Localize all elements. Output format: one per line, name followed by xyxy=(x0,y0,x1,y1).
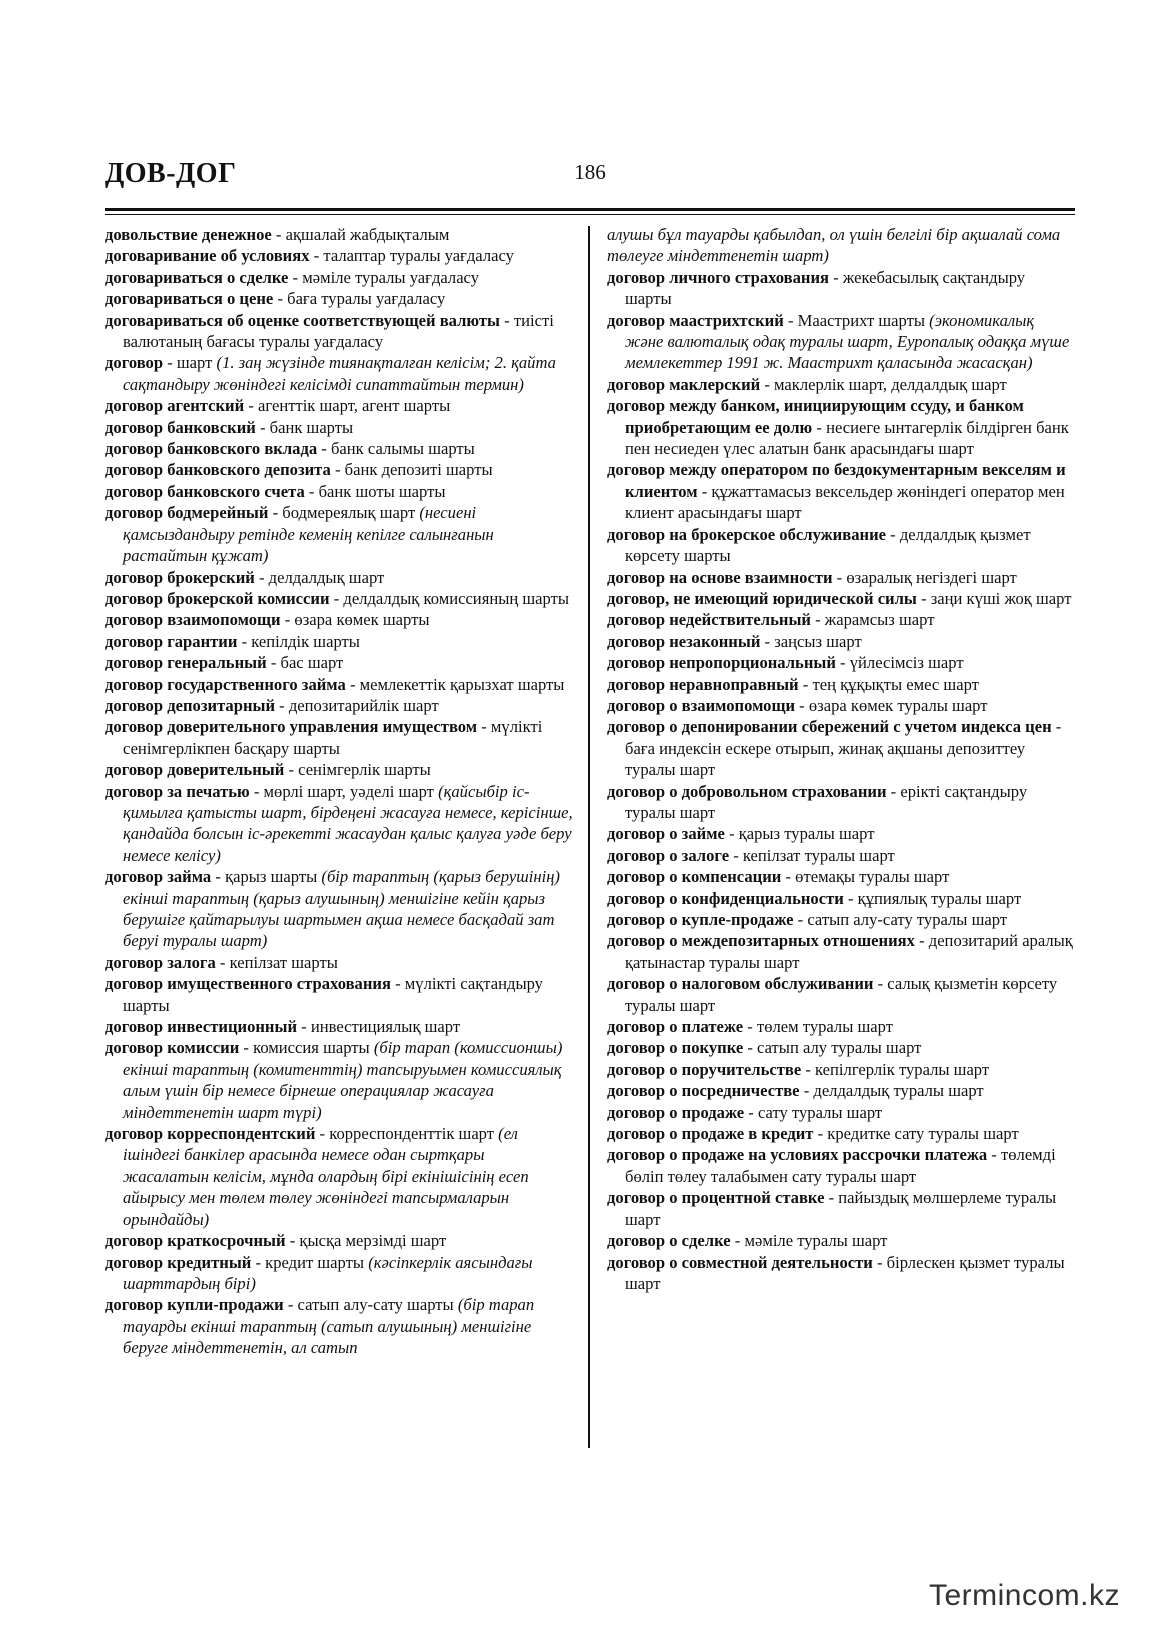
dictionary-entry: договор о поручительстве - кепілгерлік туралы шарт xyxy=(607,1059,990,1079)
dictionary-entry: договор между банком, инициирующим ссуду, и банком приобретающим ее долю - несиеге ынтагерлік білдірген банк пен несиеден үлес алатын банк арасындағы шарт xyxy=(607,396,1069,459)
entry-translation: тең құқықты емес шарт xyxy=(812,674,979,694)
entry-term: договор о займе xyxy=(607,824,725,844)
dictionary-entry: договор займа - қарыз шарты (бір тараптың (қарыз берушінің) екінші тараптың (қарыз алушының) меншігіне кейін қарыз берушіге қайтарылуы шартымен ақша немесе басқадай зат беруі туралы шарт) xyxy=(105,867,560,951)
entry-term: договор непропорциональный xyxy=(607,653,836,673)
dictionary-entry: довольствие денежное - ақшалай жабдықталым xyxy=(105,225,450,244)
entry-term: договор маастрихтский xyxy=(607,310,784,330)
termincom-logo[interactable]: Termincom.kz xyxy=(928,1579,1120,1612)
entry-note: (экономикалық және валюталық одақ туралы шарт, Еуропалық одаққа мүше мемлекеттер 1991 ж. Маастрихт қаласында жасасқан) xyxy=(625,310,1070,373)
entry-note: (несиені қамсыздандыру ретінде кеменің кепілге салынғанын растайтын құжат) xyxy=(123,503,494,566)
entry-translation: Маастрихт шарты xyxy=(797,310,926,330)
entry-term: договор кредитный xyxy=(105,1252,252,1272)
entry-translation: төлем туралы шарт xyxy=(756,1017,893,1037)
entry-term: договор о налоговом обслуживании xyxy=(607,974,874,994)
entry-translation: заңи күші жоқ шарт xyxy=(930,588,1072,608)
entry-translation: баға туралы уағдаласу xyxy=(287,289,446,309)
dictionary-entry: договор о процентной ставке - пайыздық мөлшерлеме туралы шарт xyxy=(607,1188,1057,1229)
entry-translation: қарыз туралы шарт xyxy=(738,824,875,844)
dictionary-entry: договор банковского депозита - банк депозиті шарты xyxy=(105,460,493,480)
dictionary-entry: договор о совместной деятельности - бірлескен қызмет туралы шарт xyxy=(607,1252,1065,1293)
entry-note: (қайсыбір іс-қимылға қатысты шарт, бірдеңені жасауға немесе, керісінше, қандайда болсын іс-әрекетті жасаудан қалыс қалуға уәде беру немесе келісу) xyxy=(123,781,573,865)
entry-translation: кепілзат шарты xyxy=(229,952,338,972)
dictionary-entry: договор о компенсации - өтемақы туралы шарт xyxy=(607,867,950,887)
entry-translation: бас шарт xyxy=(280,653,344,673)
entry-translation: өтемақы туралы шарт xyxy=(795,867,950,887)
entry-translation: сенімгерлік шарты xyxy=(298,760,431,780)
entry-term: договор залога xyxy=(105,952,216,972)
dictionary-entry: договор банковского счета - банк шоты шарты xyxy=(105,481,446,501)
entry-term: договор о конфиденциальности xyxy=(607,888,844,908)
entry-note: (ел ішіндегі банкілер арасында немесе одан сыртқары жасалатын келісім, мұнда олардың бірі екінішісінің есеп айырысу мен төлем төлеу жөніндегі тапсырмаларын орындайды) xyxy=(123,1124,529,1229)
entry-term: договор недействительный xyxy=(607,610,811,630)
entry-translation: мөрлі шарт, уәделі шарт xyxy=(263,781,434,801)
entry-translation: депозитарий аралық қатынастар туралы шарт xyxy=(625,931,1073,972)
entry-term: договор неравноправный xyxy=(607,674,799,694)
entry-term: договор банковский xyxy=(105,417,256,437)
page-title: ДОВ-ДОГ xyxy=(105,158,237,189)
entry-translation: өзара көмек туралы шарт xyxy=(808,695,988,715)
entry-term: договор банковского депозита xyxy=(105,460,331,480)
entry-translation: заңсыз шарт xyxy=(774,631,862,651)
entry-translation: бірлескен қызмет туралы шарт xyxy=(625,1252,1065,1293)
dictionary-entry: договор непропорциональный - үйлесімсіз шарт xyxy=(607,653,964,673)
dictionary-entry: договор личного страхования - жекебасылық сақтандыру шарты xyxy=(607,267,1026,309)
dictionary-entry: договор о займе - қарыз туралы шарт xyxy=(607,824,875,844)
dictionary-entry: договор о сделке - мәміле туралы шарт xyxy=(607,1231,888,1251)
entry-translation: делдалдық қызмет көрсету шарты xyxy=(625,524,1031,566)
entry-note: (бір тарап тауарды екінші тараптың (сатып алушының) меншігіне беруге міндеттенетін, ал сатып xyxy=(123,1295,535,1358)
dictionary-entry: договор незаконный - заңсыз шарт xyxy=(607,631,862,651)
entry-term: договор краткосрочный xyxy=(105,1231,286,1251)
dictionary-entry: договор о залоге - кепілзат туралы шарт xyxy=(607,845,895,865)
page-header xyxy=(105,158,1075,208)
dictionary-entry: договор между оператором по бездокументарным векселям и клиентом - құжаттамасыз вексельдер жөніндегі оператор мен клиент арасындағы шарт xyxy=(607,460,1066,523)
dictionary-entry: договор имущественного страхования - мүлікті сақтандыру шарты xyxy=(105,974,543,1015)
entry-translation: депозитарийлік шарт xyxy=(288,695,439,715)
entry-term: договор между оператором по бездокументарным векселям и клиентом xyxy=(607,460,1066,501)
entry-translation: талаптар туралы уағдаласу xyxy=(323,246,514,266)
entry-term: договор о продаже в кредит xyxy=(607,1124,814,1144)
entry-translation: мүлікті сенімгерлікпен басқару шарты xyxy=(123,717,543,758)
entry-term: договор маклерский xyxy=(607,374,761,394)
entry-term: договор незаконный xyxy=(607,631,761,651)
dictionary-entry: договор на основе взаимности - өзаралық негіздегі шарт xyxy=(607,567,1017,587)
entry-translation: жарамсыз шарт xyxy=(824,610,935,630)
dictionary-entry: договор кредитный - кредит шарты (кәсіпкерлік аясындағы шарттардың бірі) xyxy=(105,1252,533,1293)
entry-translation: банк шарты xyxy=(269,417,354,437)
entry-term: договор между банком, инициирующим ссуду, и банком приобретающим ее долю xyxy=(607,396,1024,437)
entry-translation: өзаралық негіздегі шарт xyxy=(846,567,1017,587)
dictionary-entry: договор о добровольном страховании - ерікті сақтандыру туралы шарт xyxy=(607,781,1028,822)
entry-term: договор о добровольном страховании xyxy=(607,781,887,801)
entry-translation: салық қызметін көрсету туралы шарт xyxy=(625,974,1058,1015)
entry-translation: жекебасылық сақтандыру шарты xyxy=(625,267,1026,309)
entry-term: договор доверительный xyxy=(105,760,285,780)
entry-note: (1. заң жүзінде тиянақталған келісім; 2. қайта сақтандыру жөніндегі келісімді сипаттайтын термин) xyxy=(123,353,556,394)
dictionary-entry: договор недействительный - жарамсыз шарт xyxy=(607,610,935,630)
entry-translation: қысқа мерзімді шарт xyxy=(299,1231,447,1251)
dictionary-entry: договор залога - кепілзат шарты xyxy=(105,952,338,972)
dictionary-entry: договор о купле-продаже - сатып алу-сату туралы шарт xyxy=(607,910,1008,929)
dictionary-entry: договор государственного займа - мемлекеттік қарызхат шарты xyxy=(105,674,565,694)
entry-term: договор личного страхования xyxy=(607,267,830,287)
entry-term: договор о совместной деятельности xyxy=(607,1252,873,1272)
entry-term: договариваться о сделке xyxy=(105,267,289,287)
entry-term: договор имущественного страхования xyxy=(105,974,391,994)
dictionary-entry: договор - шарт (1. заң жүзінде тиянақталған келісім; 2. қайта сақтандыру жөніндегі келісімді сипаттайтын термин) xyxy=(105,353,556,394)
entry-term: договор банковского счета xyxy=(105,481,305,501)
dictionary-entry: договор корреспондентский - корреспонденттік шарт (ел ішіндегі банкілер арасында немесе одан сыртқары жасалатын келісім, мұнда олардың бірі екінішісінің есеп айырысу мен төлем төлеу жөніндегі тапсырмаларын орындайды) xyxy=(105,1124,529,1229)
entry-term: договор xyxy=(105,353,164,373)
entry-term: договор на основе взаимности xyxy=(607,567,833,587)
dictionary-entry: договор генеральный - бас шарт xyxy=(105,653,344,673)
dictionary-entry: договор бодмерейный - бодмереялық шарт (несиені қамсыздандыру ретінде кеменің кепілге салынғанын растайтын құжат) xyxy=(105,503,494,566)
entry-term: договор инвестиционный xyxy=(105,1017,298,1037)
column-divider xyxy=(588,226,590,1448)
entry-translation: құпиялық туралы шарт xyxy=(857,888,1022,908)
entry-translation: баға индексін ескере отырып, жинақ ақшаны депозиттеу туралы шарт xyxy=(625,738,1026,780)
entry-translation: комиссия шарты xyxy=(253,1038,370,1058)
header-rule-thin xyxy=(105,214,1075,215)
entry-translation: тиісті валютаның бағасы туралы уағдаласу xyxy=(123,310,554,352)
entry-note: (бір тарап (комиссионшы) екінші тараптың (комитенттің) тапсыруымен комиссиялық алым үшін бір немесе бірнеше операциялар жасауға міндеттенетін шарт түрі) xyxy=(123,1038,563,1122)
entry-term: договор о покупке xyxy=(607,1038,744,1058)
entry-translation: кредитке сату туралы шарт xyxy=(827,1124,1019,1144)
entry-translation: өзара көмек шарты xyxy=(294,610,430,630)
dictionary-entry: договор взаимопомощи - өзара көмек шарты xyxy=(105,610,430,630)
dictionary-entry: договор комиссии - комиссия шарты (бір тарап (комиссионшы) екінші тараптың (комитенттің) тапсыруымен комиссиялық алым үшін бір немесе бірнеше операциялар жасауға міндеттенетін шарт түрі) xyxy=(105,1038,563,1122)
entry-term: договор займа xyxy=(105,867,212,887)
entry-term: договор о платеже xyxy=(607,1017,744,1037)
dictionary-entry: договор, не имеющий юридической силы - заңи күші жоқ шарт xyxy=(607,588,1072,608)
page-number: 186 xyxy=(574,160,606,184)
entry-term: договор доверительного управления имуществом xyxy=(105,717,478,737)
entry-term: договор комиссии xyxy=(105,1038,240,1058)
entry-translation: құжаттамасыз вексельдер жөніндегі оператор мен клиент арасындағы шарт xyxy=(625,481,1065,523)
entry-term: договор о сделке xyxy=(607,1231,731,1251)
entry-translation: пайыздық мөлшерлеме туралы шарт xyxy=(625,1188,1057,1229)
dictionary-entry: договор доверительного управления имуществом - мүлікті сенімгерлікпен басқару шарты xyxy=(105,717,543,758)
entry-term: договор, не имеющий юридической силы xyxy=(607,588,917,608)
dictionary-entry: договор о продаже в кредит - кредитке сату туралы шарт xyxy=(607,1124,1019,1144)
dictionary-entry: договор о депонировании сбережений с учетом индекса цен - баға индексін ескере отырып, жинақ ақшаны депозиттеу туралы шарт xyxy=(607,717,1062,780)
entry-term: договор о посредничестве xyxy=(607,1081,800,1101)
entry-note: (бір тараптың (қарыз берушінің) екінші тараптың (қарыз алушының) меншігіне кейін қарыз берушіге қайтарылуы шартымен ақша немесе басқадай зат беруі туралы шарт) xyxy=(123,867,560,951)
entry-term: договор за печатью xyxy=(105,781,250,801)
entry-translation: кепілдік шарты xyxy=(251,631,360,651)
dictionary-entry xyxy=(607,224,1075,267)
entry-translation: төлемді бөліп төлеу талабымен сату туралы шарт xyxy=(625,1145,1056,1186)
entry-term: договор генеральный xyxy=(105,653,267,673)
entry-term: договор о взаимопомощи xyxy=(607,695,796,715)
entry-translation: сатып алу туралы шарт xyxy=(757,1038,922,1058)
left-column xyxy=(105,224,573,1359)
entry-translation: банк депозиті шарты xyxy=(344,460,493,480)
entry-translation: мүлікті сақтандыру шарты xyxy=(123,974,543,1015)
dictionary-entry: договор инвестиционный - инвестициялық шарт xyxy=(105,1017,461,1037)
entry-translation: делдалдық туралы шарт xyxy=(813,1081,984,1101)
entry-translation: мемлекеттік қарызхат шарты xyxy=(359,674,565,694)
header-rule-thick xyxy=(105,208,1075,211)
entry-term: договор брокерский xyxy=(105,567,255,587)
entry-term: довольствие денежное xyxy=(105,225,272,244)
entry-translation: несиеге ынтагерлік білдірген банк пен несиеден үлес алатын банк арасындағы шарт xyxy=(625,417,1069,459)
entry-translation: кепілгерлік туралы шарт xyxy=(815,1059,990,1079)
entry-term: договор на брокерское обслуживание xyxy=(607,524,886,544)
entry-translation: ерікті сақтандыру туралы шарт xyxy=(625,781,1028,822)
entry-term: договор о междепозитарных отношениях xyxy=(607,931,915,951)
entry-translation: қарыз шарты xyxy=(225,867,318,887)
entry-term: договор депозитарный xyxy=(105,695,276,715)
entry-translation: сату туралы шарт xyxy=(757,1102,883,1122)
dictionary-entry: договор на брокерское обслуживание - делдалдық қызмет көрсету шарты xyxy=(607,524,1031,566)
entry-term: договор о залоге xyxy=(607,845,730,865)
entry-term: договор о продаже на условиях рассрочки платежа xyxy=(607,1145,988,1165)
entry-translation: делдалдық комиссияның шарты xyxy=(343,588,570,608)
right-column xyxy=(607,224,1075,1294)
dictionary-entry: договор о взаимопомощи - өзара көмек туралы шарт xyxy=(607,695,988,715)
dictionary-entry: договариваться о цене - баға туралы уағдаласу xyxy=(105,289,446,309)
dictionary-entry: договор маклерский - маклерлік шарт, делдалдық шарт xyxy=(607,374,1007,394)
dictionary-entry: договор брокерский - делдалдық шарт xyxy=(105,567,385,587)
dictionary-entry: договор о междепозитарных отношениях - депозитарий аралық қатынастар туралы шарт xyxy=(607,931,1073,972)
entry-translation: ақшалай жабдықталым xyxy=(285,225,450,244)
dictionary-entry: договор маастрихтский - Маастрихт шарты (экономикалық және валюталық одақ туралы шарт, Еуропалық одаққа мүше мемлекеттер 1991 ж. Маастрихт қаласында жасасқан) xyxy=(607,310,1070,373)
dictionary-entry: договор брокерской комиссии - делдалдық комиссияның шарты xyxy=(105,588,570,608)
dictionary-entry: договор банковский - банк шарты xyxy=(105,417,354,437)
entry-term: договариваться о цене xyxy=(105,289,274,309)
dictionary-entry: договор о посредничестве - делдалдық туралы шарт xyxy=(607,1081,984,1101)
entry-translation: делдалдық шарт xyxy=(268,567,385,587)
dictionary-entry: договор доверительный - сенімгерлік шарты xyxy=(105,760,431,780)
entry-translation: үйлесімсіз шарт xyxy=(849,653,964,673)
entry-note: алушы бұл тауарды қабылдап, ол үшін белгілі бір ақшалай сома төлеуге міндеттенетін шарт) xyxy=(607,225,1061,266)
dictionary-entry: договор о продаже на условиях рассрочки платежа - төлемді бөліп төлеу талабымен сату туралы шарт xyxy=(607,1145,1056,1186)
entry-note: (кәсіпкерлік аясындағы шарттардың бірі) xyxy=(123,1252,533,1293)
dictionary-entry: договор о покупке - сатып алу туралы шарт xyxy=(607,1038,922,1058)
dictionary-entry: договор о продаже - сату туралы шарт xyxy=(607,1102,883,1122)
entry-term: договор брокерской комиссии xyxy=(105,588,330,608)
entry-translation: кредит шарты xyxy=(265,1252,365,1272)
entry-term: договор купли-продажи xyxy=(105,1295,284,1315)
entry-translation: мәміле туралы шарт xyxy=(744,1231,888,1251)
entry-term: договор бодмерейный xyxy=(105,503,269,523)
entry-translation: банк шоты шарты xyxy=(318,481,446,501)
entry-translation: сатып алу-сату шарты xyxy=(297,1295,454,1315)
entry-translation: агенттік шарт, агент шарты xyxy=(258,396,451,416)
dictionary-entry: договор краткосрочный - қысқа мерзімді шарт xyxy=(105,1231,447,1251)
entry-translation: сатып алу-сату туралы шарт xyxy=(807,910,1008,929)
dictionary-entry: договор о конфиденциальности - құпиялық туралы шарт xyxy=(607,888,1022,908)
dictionary-entry: договор о налоговом обслуживании - салық қызметін көрсету туралы шарт xyxy=(607,974,1058,1015)
entry-translation: шарт xyxy=(176,353,213,373)
entry-term: договор банковского вклада xyxy=(105,439,318,459)
dictionary-entry: договор банковского вклада - банк салымы шарты xyxy=(105,439,475,459)
entry-translation: кепілзат туралы шарт xyxy=(742,845,895,865)
entry-translation: бодмереялық шарт xyxy=(282,503,416,523)
dictionary-entry: договор о платеже - төлем туралы шарт xyxy=(607,1017,893,1037)
entry-term: договор корреспондентский xyxy=(105,1124,316,1144)
entry-translation: банк салымы шарты xyxy=(330,439,475,459)
dictionary-entry: договор депозитарный - депозитарийлік шарт xyxy=(105,695,439,715)
entry-translation: маклерлік шарт, делдалдық шарт xyxy=(774,374,1007,394)
entry-term: договариваться об оценке соответствующей валюты xyxy=(105,310,501,330)
dictionary-entry: договор купли-продажи - сатып алу-сату шарты (бір тарап тауарды екінші тараптың (сатып алушының) меншігіне беруге міндеттенетін, ал сатып xyxy=(105,1295,535,1358)
entry-term: договаривание об условиях xyxy=(105,246,310,266)
entry-term: договор взаимопомощи xyxy=(105,610,281,630)
entry-term: договор о купле-продаже xyxy=(607,910,794,929)
entry-term: договор агентский xyxy=(105,396,245,416)
entry-translation: инвестициялық шарт xyxy=(310,1017,461,1037)
dictionary-entry: договариваться об оценке соответствующей валюты - тиісті валютаның бағасы туралы уағдаласу xyxy=(105,310,554,352)
entry-term: договор о поручительстве xyxy=(607,1059,802,1079)
entry-term: договор о продаже xyxy=(607,1102,745,1122)
entry-translation: корреспонденттік шарт xyxy=(329,1124,495,1144)
entry-term: договор государственного займа xyxy=(105,674,346,694)
dictionary-entry: договор гарантии - кепілдік шарты xyxy=(105,631,360,651)
entry-term: договор о депонировании сбережений с учетом индекса цен xyxy=(607,717,1052,737)
entry-term: договор о процентной ставке xyxy=(607,1188,825,1208)
dictionary-entry: договаривание об условиях - талаптар туралы уағдаласу xyxy=(105,246,514,266)
entry-term: договор о компенсации xyxy=(607,867,782,887)
dictionary-entry: договариваться о сделке - мәміле туралы уағдаласу xyxy=(105,267,479,287)
entry-term: договор гарантии xyxy=(105,631,238,651)
dictionary-entry: договор за печатью - мөрлі шарт, уәделі шарт (қайсыбір іс-қимылға қатысты шарт, бірдеңені жасауға немесе, керісінше, қандайда болсын іс-әрекетті жасаудан қалыс қалуға уәде беру немесе келісу) xyxy=(105,781,573,865)
entry-translation: мәміле туралы уағдаласу xyxy=(302,267,479,287)
dictionary-entry: договор агентский - агенттік шарт, агент шарты xyxy=(105,396,451,416)
dictionary-entry: договор неравноправный - тең құқықты емес шарт xyxy=(607,674,979,694)
